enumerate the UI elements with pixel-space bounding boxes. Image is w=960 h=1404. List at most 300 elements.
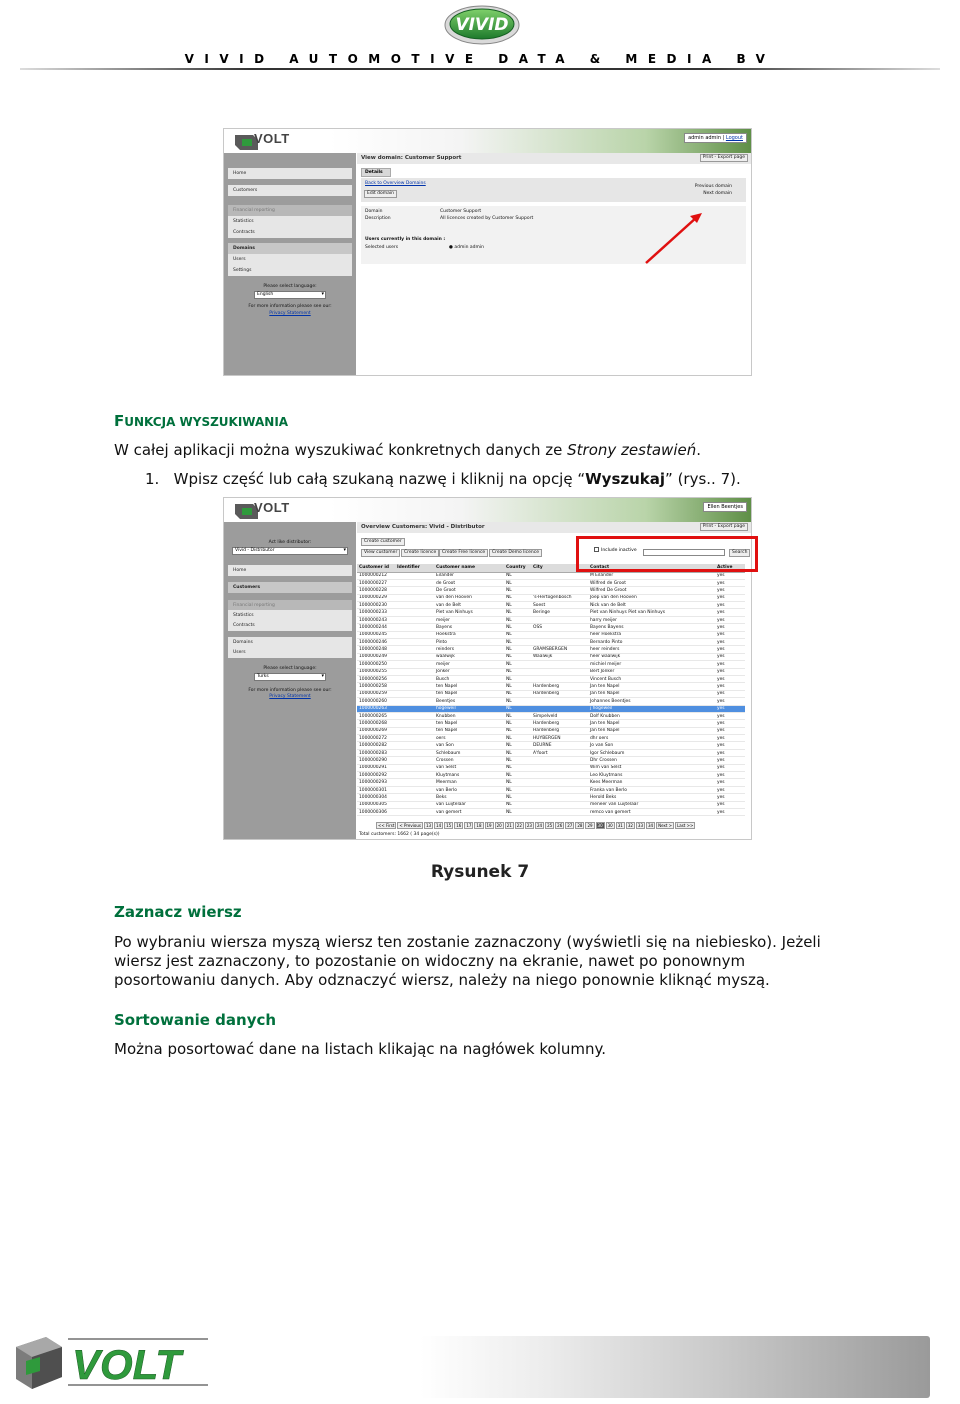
description-value: All licences created by Customer Support bbox=[440, 216, 534, 221]
table-row[interactable] bbox=[357, 639, 745, 646]
table-cell: yes bbox=[715, 631, 745, 638]
table-cell bbox=[395, 779, 434, 786]
table-cell bbox=[668, 720, 715, 727]
table-cell: Beringe bbox=[531, 609, 588, 616]
table-cell bbox=[531, 779, 588, 786]
table-cell bbox=[395, 705, 434, 712]
table-cell bbox=[668, 587, 715, 594]
table-cell: Busch bbox=[434, 675, 504, 682]
table-cell: waalwijk bbox=[434, 653, 504, 660]
table-cell: van Berlo bbox=[434, 786, 504, 793]
back-link[interactable]: Back to Overview Domains bbox=[365, 181, 426, 186]
table-cell bbox=[395, 786, 434, 793]
vivid-logo bbox=[443, 4, 521, 48]
table-cell: Nick van de Belt bbox=[588, 602, 668, 609]
user-badge: Ellen Beentjes bbox=[703, 502, 747, 512]
table-cell: yes bbox=[715, 698, 745, 705]
table-cell bbox=[395, 631, 434, 638]
users-heading: Users currently in this domain : bbox=[365, 237, 446, 242]
table-cell: Piet van Ninhuys Piet van Ninhuys bbox=[588, 609, 668, 616]
table-cell bbox=[668, 579, 715, 586]
page-link[interactable]: << First bbox=[378, 823, 395, 828]
table-cell bbox=[395, 757, 434, 764]
page-link[interactable]: 17 bbox=[466, 823, 472, 828]
print-export-button[interactable]: Print - Export page bbox=[700, 154, 748, 162]
table-cell bbox=[668, 572, 715, 579]
table-row[interactable] bbox=[357, 735, 745, 742]
create-licence-button[interactable]: Create licence bbox=[401, 549, 439, 557]
table-row[interactable] bbox=[357, 720, 745, 727]
table-cell: Jo van Son bbox=[588, 742, 668, 749]
next-domain-link[interactable]: Next domain bbox=[703, 191, 732, 196]
table-cell: 1000000290 bbox=[357, 757, 395, 764]
table-cell: NL bbox=[504, 675, 531, 682]
table-cell: Meerman bbox=[434, 779, 504, 786]
table-cell bbox=[395, 749, 434, 756]
table-row[interactable] bbox=[357, 646, 745, 653]
domain-label: Domain bbox=[365, 209, 383, 214]
language-select[interactable]: Turks ▾ bbox=[254, 673, 326, 681]
view-customer-button[interactable]: View customer bbox=[361, 549, 400, 557]
red-arrow-annotation bbox=[640, 208, 710, 268]
table-cell: yes bbox=[715, 712, 745, 719]
table-row[interactable] bbox=[357, 764, 745, 771]
table-cell: oers bbox=[434, 735, 504, 742]
table-cell: NL bbox=[504, 668, 531, 675]
table-cell: ten Napel bbox=[434, 727, 504, 734]
table-row[interactable] bbox=[357, 749, 745, 756]
column-header[interactable]: Customer name bbox=[434, 564, 504, 572]
table-cell bbox=[668, 742, 715, 749]
page-link[interactable]: 25 bbox=[547, 823, 553, 828]
details-toolbar bbox=[361, 178, 746, 202]
section-sort-title: Sortowanie danych bbox=[114, 1011, 277, 1029]
table-row[interactable] bbox=[357, 779, 745, 786]
table-cell: 1000000291 bbox=[357, 764, 395, 771]
table-cell: NL bbox=[504, 572, 531, 579]
page-link[interactable]: 22 bbox=[516, 823, 522, 828]
table-cell: NL bbox=[504, 720, 531, 727]
table-cell bbox=[668, 727, 715, 734]
sidebar-item-users[interactable]: Users bbox=[228, 254, 352, 265]
table-cell: NL bbox=[504, 749, 531, 756]
search-highlight-box bbox=[576, 536, 758, 572]
table-cell bbox=[531, 764, 588, 771]
page-link[interactable]: 13 bbox=[425, 823, 432, 828]
table-cell: 1000000250 bbox=[357, 661, 395, 668]
include-inactive-label: Include inactive bbox=[601, 548, 637, 553]
table-cell bbox=[395, 794, 434, 801]
selected-user: ● admin admin bbox=[449, 245, 484, 250]
table-row[interactable] bbox=[357, 705, 745, 712]
page-link[interactable]: 30 bbox=[607, 823, 613, 828]
description-label: Description bbox=[365, 216, 391, 221]
table-row[interactable] bbox=[357, 757, 745, 764]
table-cell: Joep van den Hooven bbox=[588, 594, 668, 601]
table-cell: NL bbox=[504, 786, 531, 793]
table-row[interactable] bbox=[357, 653, 745, 660]
table-cell: remco van gemert bbox=[588, 809, 668, 816]
table-cell: 1000000229 bbox=[357, 594, 395, 601]
table-cell bbox=[395, 675, 434, 682]
table-row[interactable] bbox=[357, 594, 745, 601]
table-cell: van gemert bbox=[434, 809, 504, 816]
info-text: For more information please see our: bbox=[248, 688, 332, 693]
select-line-3: posortowaniu danych. Aby odznaczyć wiersz, należy na niego ponownie kliknąć myszą. bbox=[114, 971, 770, 989]
table-cell: 1000000228 bbox=[357, 587, 395, 594]
column-header[interactable]: Country bbox=[504, 564, 531, 572]
table-cell: NL bbox=[504, 653, 531, 660]
logout-link[interactable]: Logout bbox=[725, 135, 743, 141]
table-cell: NL bbox=[504, 631, 531, 638]
sidebar-item-home[interactable]: Home bbox=[228, 565, 352, 576]
table-cell: heer reinders bbox=[588, 646, 668, 653]
table-cell: NL bbox=[504, 801, 531, 808]
sidebar bbox=[224, 522, 356, 839]
table-cell: NL bbox=[504, 661, 531, 668]
table-cell bbox=[668, 779, 715, 786]
table-row[interactable] bbox=[357, 616, 745, 623]
customers-table bbox=[357, 564, 745, 816]
table-cell: harry meijer bbox=[588, 616, 668, 623]
page-link[interactable]: 14 bbox=[436, 823, 442, 828]
sidebar-item-customers[interactable]: Customers bbox=[228, 582, 352, 593]
table-cell: Beks bbox=[434, 794, 504, 801]
table-cell: michiel meijer bbox=[588, 661, 668, 668]
table-cell: Jan ten Napel bbox=[588, 683, 668, 690]
table-cell: Hardenberg bbox=[531, 690, 588, 697]
column-header[interactable]: Identifier bbox=[395, 564, 434, 572]
page-link[interactable]: 20 bbox=[496, 823, 502, 828]
table-cell: yes bbox=[715, 720, 745, 727]
table-cell bbox=[668, 698, 715, 705]
table-cell: van Son bbox=[434, 742, 504, 749]
table-row[interactable] bbox=[357, 727, 745, 734]
table-cell bbox=[668, 631, 715, 638]
table-row[interactable] bbox=[357, 602, 745, 609]
language-select[interactable]: English ▾ bbox=[254, 291, 326, 299]
table-cell: yes bbox=[715, 727, 745, 734]
table-cell: dhr oers bbox=[588, 735, 668, 742]
column-header[interactable]: Contact bbox=[588, 564, 668, 572]
page-link[interactable]: 27 bbox=[567, 823, 573, 828]
table-cell bbox=[531, 675, 588, 682]
distributor-select[interactable]: Vivid - Distributor ▾ bbox=[232, 547, 348, 555]
page-link[interactable]: 33 bbox=[637, 823, 643, 828]
table-cell bbox=[668, 594, 715, 601]
sidebar-item-financial-reporting[interactable]: Financial reporting bbox=[228, 600, 352, 611]
table-cell: NL bbox=[504, 579, 531, 586]
table-cell: Kluytmans bbox=[434, 772, 504, 779]
table-cell bbox=[395, 772, 434, 779]
table-cell: NL bbox=[504, 690, 531, 697]
table-cell bbox=[531, 668, 588, 675]
table-cell: NL bbox=[504, 587, 531, 594]
edit-domain-button[interactable]: Edit domain bbox=[364, 190, 397, 198]
page-link[interactable]: 32 bbox=[627, 823, 633, 828]
page-link[interactable]: 21 bbox=[506, 823, 512, 828]
table-cell: Wim van Selst bbox=[588, 764, 668, 771]
table-cell bbox=[395, 764, 434, 771]
sidebar-item-contracts[interactable]: Contracts bbox=[228, 620, 352, 631]
table-cell: Pinto bbox=[434, 639, 504, 646]
table-row[interactable] bbox=[357, 698, 745, 705]
table-cell bbox=[531, 786, 588, 793]
table-cell bbox=[395, 698, 434, 705]
table-cell: ten Napel bbox=[434, 720, 504, 727]
table-cell: yes bbox=[715, 683, 745, 690]
page-link[interactable]: Last >> bbox=[677, 823, 694, 828]
table-cell: Dhr Crossen bbox=[588, 757, 668, 764]
table-cell: Piet van Ninhuys bbox=[434, 609, 504, 616]
pagination bbox=[376, 822, 696, 829]
language-prompt: Please select language: bbox=[263, 666, 317, 671]
table-row[interactable] bbox=[357, 809, 745, 816]
create-demo-licence-button[interactable]: Create Demo licence bbox=[489, 549, 542, 557]
table-row[interactable] bbox=[357, 742, 745, 749]
table-cell: van Selst bbox=[434, 764, 504, 771]
table-cell: Bernardo Pinto bbox=[588, 639, 668, 646]
table-row[interactable] bbox=[357, 786, 745, 793]
table-cell bbox=[668, 772, 715, 779]
page-link[interactable]: 31 bbox=[617, 823, 623, 828]
table-cell: Waalwijk bbox=[531, 653, 588, 660]
table-cell: Leo Kluytmans bbox=[588, 772, 668, 779]
table-cell: 1000000244 bbox=[357, 624, 395, 631]
table-cell bbox=[395, 809, 434, 816]
create-customer-button[interactable]: Create customer bbox=[361, 538, 405, 546]
table-cell bbox=[531, 801, 588, 808]
table-cell: A'foort bbox=[531, 749, 588, 756]
user-badge: admin admin | Logout bbox=[684, 133, 747, 143]
table-cell: yes bbox=[715, 809, 745, 816]
table-cell: Kees Meerman bbox=[588, 779, 668, 786]
page-link[interactable]: Next > bbox=[658, 823, 673, 828]
section-select-title: Zaznacz wiersz bbox=[114, 903, 242, 921]
page-link[interactable]: 28 bbox=[577, 823, 583, 828]
table-row[interactable] bbox=[357, 772, 745, 779]
table-cell bbox=[531, 698, 588, 705]
table-cell: 1000000304 bbox=[357, 794, 395, 801]
table-cell: NL bbox=[504, 639, 531, 646]
brand-name: VOLT bbox=[254, 500, 290, 515]
table-cell bbox=[395, 646, 434, 653]
table-cell: Bert Jonker bbox=[588, 668, 668, 675]
table-cell bbox=[395, 661, 434, 668]
table-cell: Vincent Busch bbox=[588, 675, 668, 682]
table-cell: reinders bbox=[434, 646, 504, 653]
table-cell: 1000000265 bbox=[357, 712, 395, 719]
table-cell: Jan ten Napel bbox=[588, 727, 668, 734]
sidebar-item-statistics[interactable]: Statistics bbox=[228, 610, 352, 621]
table-cell: NL bbox=[504, 646, 531, 653]
select-line-1: Po wybraniu wiersza myszą wiersz ten zostanie zaznaczony (wyświetli się na niebiesko). Jeżeli bbox=[114, 933, 821, 951]
table-cell: GRAMSBERGEN bbox=[531, 646, 588, 653]
table-cell bbox=[531, 809, 588, 816]
table-cell bbox=[668, 639, 715, 646]
table-cell: yes bbox=[715, 639, 745, 646]
table-row[interactable] bbox=[357, 609, 745, 616]
privacy-link[interactable]: Privacy Statement bbox=[269, 311, 311, 316]
page-link[interactable]: 26 bbox=[557, 823, 563, 828]
page-link[interactable]: 23 bbox=[526, 823, 532, 828]
header-divider bbox=[20, 68, 940, 70]
table-cell: 1000000292 bbox=[357, 772, 395, 779]
table-cell: Franka van Berlo bbox=[588, 786, 668, 793]
search-button[interactable]: Search bbox=[729, 549, 750, 557]
table-cell: 1000000283 bbox=[357, 749, 395, 756]
table-cell: Dolf Knubben bbox=[588, 712, 668, 719]
table-cell: yes bbox=[715, 757, 745, 764]
table-row[interactable] bbox=[357, 675, 745, 682]
page-link[interactable]: 29 bbox=[587, 823, 593, 828]
table-cell: yes bbox=[715, 772, 745, 779]
table-cell: van Luijtelaar bbox=[434, 801, 504, 808]
page-link[interactable]: 34 bbox=[648, 823, 654, 828]
create-free-licence-button[interactable]: Create Free licence bbox=[439, 549, 488, 557]
table-row[interactable] bbox=[357, 668, 745, 675]
table-cell: de Groot bbox=[434, 579, 504, 586]
table-cell bbox=[668, 675, 715, 682]
table-cell: NL bbox=[504, 705, 531, 712]
table-row[interactable] bbox=[357, 572, 745, 579]
table-row[interactable] bbox=[357, 794, 745, 801]
table-cell: yes bbox=[715, 764, 745, 771]
sidebar-item-home[interactable]: Home bbox=[228, 168, 352, 179]
table-cell bbox=[668, 801, 715, 808]
column-header[interactable]: City bbox=[531, 564, 588, 572]
column-header[interactable]: Customer id bbox=[357, 564, 395, 572]
table-cell bbox=[531, 772, 588, 779]
sidebar-item-domains[interactable]: Domains bbox=[228, 243, 352, 254]
table-cell: 1000000227 bbox=[357, 579, 395, 586]
table-cell: Wilfred de Groot bbox=[588, 579, 668, 586]
table-cell: 1000000305 bbox=[357, 801, 395, 808]
table-cell: 1000000269 bbox=[357, 727, 395, 734]
table-cell: 1000000268 bbox=[357, 720, 395, 727]
current-page: 30 bbox=[597, 823, 603, 828]
table-cell: yes bbox=[715, 735, 745, 742]
table-cell: yes bbox=[715, 801, 745, 808]
page-link[interactable]: 16 bbox=[456, 823, 462, 828]
page-link[interactable]: 24 bbox=[536, 823, 543, 828]
table-cell: 1000000256 bbox=[357, 675, 395, 682]
table-row[interactable] bbox=[357, 683, 745, 690]
table-cell bbox=[395, 587, 434, 594]
table-cell: yes bbox=[715, 609, 745, 616]
volt-footer-logo bbox=[12, 1333, 212, 1393]
tab-details[interactable]: Details bbox=[361, 168, 391, 177]
table-cell: Knubben bbox=[434, 712, 504, 719]
user-name: admin admin bbox=[688, 135, 721, 141]
table-row[interactable] bbox=[357, 661, 745, 668]
selected-users-label: Selected users bbox=[365, 245, 399, 250]
sidebar-item-settings[interactable]: Settings bbox=[228, 265, 352, 276]
print-export-button[interactable]: Print - Export page bbox=[700, 523, 748, 531]
sidebar-item-contracts[interactable]: Contracts bbox=[228, 227, 352, 238]
table-cell: 1000000243 bbox=[357, 616, 395, 623]
table-cell: NL bbox=[504, 624, 531, 631]
step-number: 1. bbox=[145, 470, 160, 488]
table-cell: yes bbox=[715, 587, 745, 594]
table-cell: yes bbox=[715, 786, 745, 793]
sidebar-item-customers[interactable]: Customers bbox=[228, 185, 352, 196]
table-row[interactable] bbox=[357, 624, 745, 631]
column-header[interactable]: Active bbox=[715, 564, 745, 572]
table-row[interactable] bbox=[357, 631, 745, 638]
sidebar-item-statistics[interactable]: Statistics bbox=[228, 216, 352, 227]
table-row[interactable] bbox=[357, 801, 745, 808]
sidebar-item-users[interactable]: Users bbox=[228, 647, 352, 658]
table-cell: 1000000212 bbox=[357, 572, 395, 579]
table-cell: Herold Beks bbox=[588, 794, 668, 801]
table-cell bbox=[395, 727, 434, 734]
table-row[interactable] bbox=[357, 712, 745, 719]
previous-domain-link[interactable]: Previous domain bbox=[694, 184, 732, 189]
table-cell bbox=[531, 794, 588, 801]
table-cell: NL bbox=[504, 616, 531, 623]
table-cell bbox=[531, 572, 588, 579]
page-link[interactable]: 18 bbox=[476, 823, 482, 828]
table-row[interactable] bbox=[357, 690, 745, 697]
table-cell: De Groot bbox=[434, 587, 504, 594]
table-cell: NL bbox=[504, 794, 531, 801]
section-search-title: FUNKCJA WYSZUKIWANIA bbox=[114, 412, 289, 430]
table-cell: NL bbox=[504, 779, 531, 786]
table-cell: 1000000293 bbox=[357, 779, 395, 786]
page-link[interactable]: < Previous bbox=[399, 823, 421, 828]
table-cell: Crossen bbox=[434, 757, 504, 764]
table-cell: 's-Hertogenbosch bbox=[531, 594, 588, 601]
table-cell: yes bbox=[715, 779, 745, 786]
table-cell bbox=[395, 602, 434, 609]
table-cell: NL bbox=[504, 594, 531, 601]
table-cell: 1000000246 bbox=[357, 639, 395, 646]
table-cell: Igor Schlebaum bbox=[588, 749, 668, 756]
page-link[interactable]: 19 bbox=[486, 823, 492, 828]
table-cell: 1000000282 bbox=[357, 742, 395, 749]
table-cell: yes bbox=[715, 616, 745, 623]
table-row[interactable] bbox=[357, 587, 745, 594]
table-cell: NL bbox=[504, 735, 531, 742]
app-banner bbox=[224, 129, 751, 153]
table-cell bbox=[668, 794, 715, 801]
table-cell bbox=[531, 587, 588, 594]
privacy-link[interactable]: Privacy Statement bbox=[269, 694, 311, 699]
table-cell: NL bbox=[504, 757, 531, 764]
figure-caption: Rysunek 7 bbox=[430, 862, 530, 882]
table-cell bbox=[395, 668, 434, 675]
table-cell: NL bbox=[504, 809, 531, 816]
table-cell bbox=[395, 690, 434, 697]
sidebar-item-financial-reporting[interactable]: Financial reporting bbox=[228, 205, 352, 216]
table-cell bbox=[668, 749, 715, 756]
table-cell: Jan ten Napel bbox=[588, 720, 668, 727]
sidebar-item-domains[interactable]: Domains bbox=[228, 637, 352, 648]
table-cell bbox=[531, 631, 588, 638]
table-cell: 1000000272 bbox=[357, 735, 395, 742]
table-cell: yes bbox=[715, 646, 745, 653]
table-cell: Jonker bbox=[434, 668, 504, 675]
table-cell: NL bbox=[504, 772, 531, 779]
table-cell: yes bbox=[715, 675, 745, 682]
table-cell: Hardenberg bbox=[531, 683, 588, 690]
page-link[interactable]: 15 bbox=[446, 823, 452, 828]
table-cell bbox=[668, 609, 715, 616]
table-row[interactable] bbox=[357, 579, 745, 586]
table-cell: yes bbox=[715, 661, 745, 668]
table-cell: Schlebaum bbox=[434, 749, 504, 756]
